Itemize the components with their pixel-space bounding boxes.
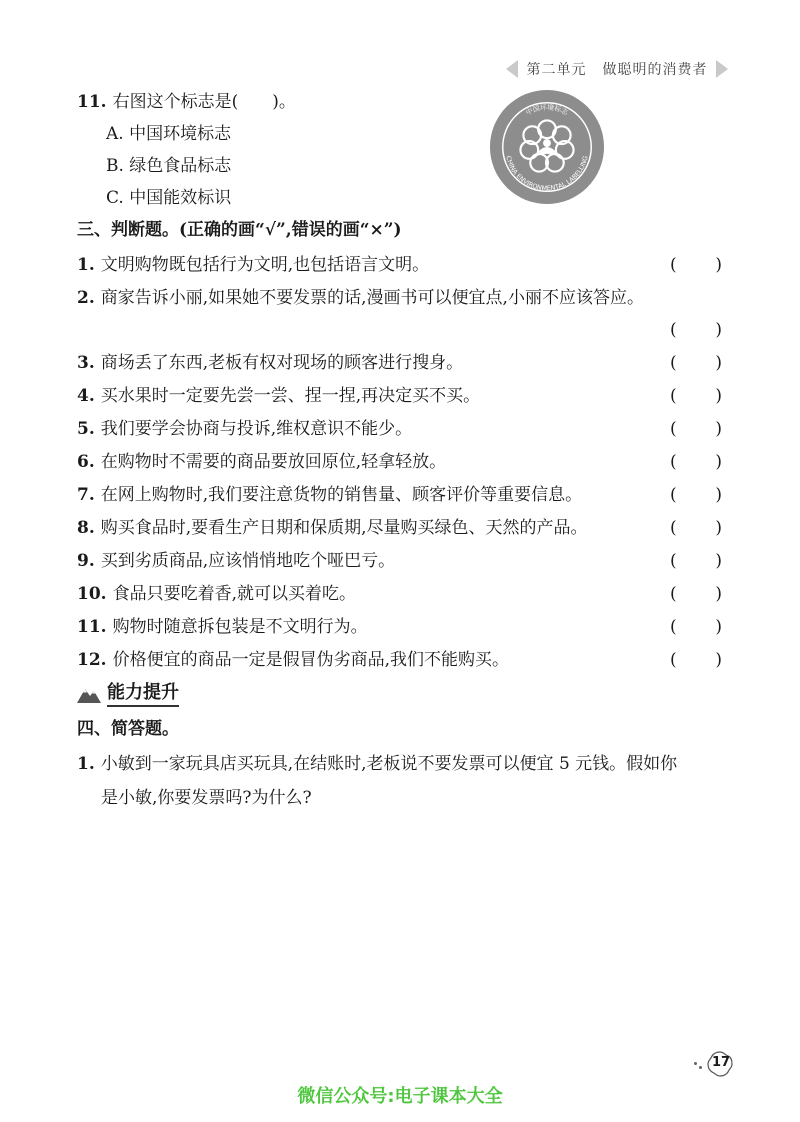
judge-item-text: 我们要学会协商与投诉,维权意识不能少。 <box>100 419 413 439</box>
triangle-left-icon <box>506 60 518 78</box>
answer-blank-7[interactable] <box>670 483 722 507</box>
judge-item-12 <box>77 648 509 672</box>
judge-item-2 <box>77 286 644 310</box>
paren-close: ) <box>715 386 722 406</box>
header-text <box>527 59 708 79</box>
judge-item-4 <box>77 384 480 408</box>
short-answer-q1-number: 1. <box>77 754 95 774</box>
judge-item-number: 5. <box>77 419 95 439</box>
judge-item-3 <box>77 351 463 375</box>
judge-item-6 <box>77 450 446 474</box>
judge-item-number: 1. <box>77 255 95 275</box>
header-unit: 第二单元 <box>526 62 587 78</box>
paren-open: ( <box>670 551 677 571</box>
judge-item-9 <box>77 549 395 573</box>
answer-blank-5[interactable] <box>670 417 722 441</box>
paren-close: ) <box>715 584 722 604</box>
short-answer-q1-text: 小敏到一家玩具店买玩具,在结账时,老板说不要发票可以便宜 5 元钱。假如你 <box>100 754 678 774</box>
section3-title: 三、判断题。(正确的画“√”,错误的画“×”) <box>77 220 402 240</box>
answer-blank-8[interactable] <box>670 516 722 540</box>
paren-open: ( <box>670 386 677 406</box>
logo-cn-text: 中国环境标志 <box>524 103 570 117</box>
answer-blank-2[interactable] <box>670 318 722 342</box>
judge-item-number: 4. <box>77 386 95 406</box>
header-lesson: 做聪明的消费者 <box>602 62 708 78</box>
judge-item-10 <box>77 582 356 606</box>
paren-open: ( <box>670 255 677 275</box>
page-header <box>506 54 728 84</box>
paren-close: ) <box>715 518 722 538</box>
paren-close: ) <box>715 452 722 472</box>
section4-title: 四、简答题。 <box>77 719 179 739</box>
judge-item-number: 6. <box>77 452 95 472</box>
judge-item-text: 买到劣质商品,应该悄悄地吃个哑巴亏。 <box>100 551 396 571</box>
judge-item-number: 9. <box>77 551 95 571</box>
paren-open: ( <box>670 650 677 670</box>
answer-blank-10[interactable] <box>670 582 722 606</box>
answer-blank-6[interactable] <box>670 450 722 474</box>
answer-blank-4[interactable] <box>670 384 722 408</box>
answer-blank-1[interactable] <box>670 253 722 277</box>
judge-item-number: 3. <box>77 353 95 373</box>
china-environmental-label-logo <box>488 88 606 206</box>
mountain-icon <box>77 683 101 703</box>
judge-item-number: 8. <box>77 518 95 538</box>
answer-blank-3[interactable] <box>670 351 722 375</box>
judge-item-text: 在购物时不需要的商品要放回原位,轻拿轻放。 <box>100 452 447 472</box>
judge-item-text: 文明购物既包括行为文明,也包括语言文明。 <box>100 255 430 275</box>
footer-watermark: 微信公众号:电子课本大全 <box>297 1086 503 1107</box>
answer-blank-9[interactable] <box>670 549 722 573</box>
paren-close: ) <box>715 551 722 571</box>
logo-en-text: CHINA ENVIRONMENTAL LABELLING <box>504 154 590 193</box>
paren-close: ) <box>715 255 722 275</box>
paren-close: ) <box>715 320 722 340</box>
paren-close: ) <box>715 617 722 637</box>
judge-item-5 <box>77 417 412 441</box>
judge-item-text: 在网上购物时,我们要注意货物的销售量、顾客评价等重要信息。 <box>100 485 583 505</box>
paren-open: ( <box>670 419 677 439</box>
judge-item-text: 商场丢了东西,老板有权对现场的顾客进行搜身。 <box>100 353 464 373</box>
paren-close: ) <box>715 650 722 670</box>
ability-heading <box>77 678 179 707</box>
paren-open: ( <box>670 584 677 604</box>
judge-item-1 <box>77 253 429 277</box>
paren-close: ) <box>715 419 722 439</box>
judge-item-number: 10. <box>77 584 107 604</box>
answer-blank-12[interactable] <box>670 648 722 672</box>
judge-item-11 <box>77 615 368 639</box>
paren-open: ( <box>670 353 677 373</box>
triangle-right-icon <box>716 60 728 78</box>
paren-close: ) <box>715 353 722 373</box>
paren-open: ( <box>670 452 677 472</box>
decor-dot <box>699 1066 702 1069</box>
judge-item-number: 12. <box>77 650 107 670</box>
paren-open: ( <box>670 485 677 505</box>
paren-open: ( <box>670 518 677 538</box>
paren-open: ( <box>670 320 677 340</box>
judge-item-text: 食品只要吃着香,就可以买着吃。 <box>112 584 356 604</box>
judge-item-7 <box>77 483 582 507</box>
q11-option-b: B. 绿色食品标志 <box>106 156 232 176</box>
paren-close: ) <box>715 485 722 505</box>
judge-item-number: 2. <box>77 288 95 308</box>
short-answer-q1-line1 <box>77 752 677 776</box>
judge-item-text: 价格便宜的商品一定是假冒伪劣商品,我们不能购买。 <box>112 650 509 670</box>
q11-option-c: C. 中国能效标识 <box>106 188 232 208</box>
judge-item-text: 购买食品时,要看生产日期和保质期,尽量购买绿色、天然的产品。 <box>100 518 588 538</box>
judge-item-text: 买水果时一定要先尝一尝、捏一捏,再决定买不买。 <box>100 386 481 406</box>
q11-number: 11. <box>77 92 107 112</box>
paren-open: ( <box>670 617 677 637</box>
ability-title: 能力提升 <box>107 678 179 707</box>
answer-blank-11[interactable] <box>670 615 722 639</box>
q11-stem: 右图这个标志是( )。 <box>112 92 296 112</box>
page-number: 17 <box>712 1055 731 1070</box>
judge-item-number: 7. <box>77 485 95 505</box>
short-answer-q1-line2: 是小敏,你要发票吗?为什么? <box>101 788 312 808</box>
judge-item-number: 11. <box>77 617 107 637</box>
q11-option-a: A. 中国环境标志 <box>106 124 232 144</box>
judge-item-text: 商家告诉小丽,如果她不要发票的话,漫画书可以便宜点,小丽不应该答应。 <box>100 288 644 308</box>
decor-dot <box>694 1062 697 1065</box>
q11-stem-line <box>77 90 296 114</box>
judge-item-text: 购物时随意拆包装是不文明行为。 <box>112 617 368 637</box>
judge-item-8 <box>77 516 588 540</box>
